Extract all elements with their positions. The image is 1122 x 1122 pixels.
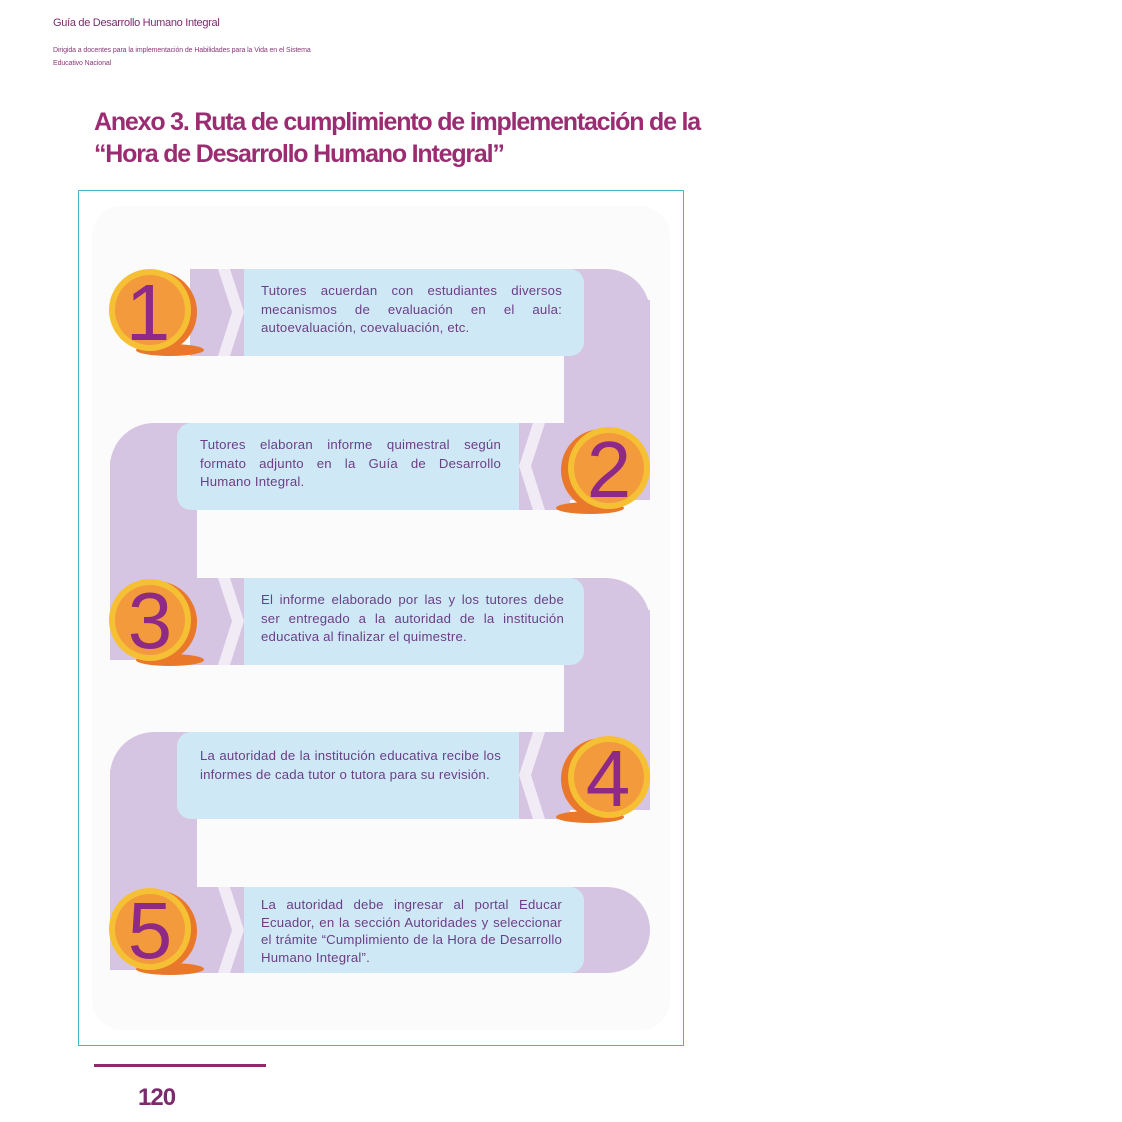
chevron-4 [519,732,545,819]
page-title: Anexo 3. Ruta de cumplimiento de implementación de la “Hora de Desarrollo Humano Integral” [94,108,700,168]
header-title: Guía de Desarrollo Humano Integral [53,17,220,29]
step-number-3: 3 [127,576,173,665]
step-4-text: La autoridad de la institución educativa recibe los informes de cada tutor o tutora para su revisión. [177,732,519,819]
chevron-5 [218,887,244,973]
step-2-text: Tutores elaboran informe quimestral según formato adjunto en la Guía de Desarrollo Humano Integral. [177,423,519,510]
step-number-5: 5 [127,886,173,975]
chevron-3 [218,578,244,665]
header-subtitle: Dirigida a docentes para la implementación de Habilidades para la Vida en el Sistema Educativo Nacional [53,47,311,67]
step-3-text: El informe elaborado por las y los tutores debe ser entregado a la autoridad de la institución educativa al finalizar el quimestre. [244,578,584,665]
step-1-text: Tutores acuerdan con estudiantes diversos mecanismos de evaluación en el aula: autoevaluación, coevaluación, etc. [244,269,584,356]
page-number: 120 [138,1084,176,1111]
chevron-2 [519,423,545,510]
step-5-text: La autoridad debe ingresar al portal Educar Ecuador, en la sección Autoridades y seleccionar el trámite “Cumplimiento de la Hora de Desarrollo Humano Integral”. [244,887,584,973]
footer-line [94,1064,266,1067]
step-number-2: 2 [586,425,632,514]
step-number-1: 1 [125,268,171,357]
step-number-4: 4 [585,734,631,823]
chevron-1 [218,269,244,356]
